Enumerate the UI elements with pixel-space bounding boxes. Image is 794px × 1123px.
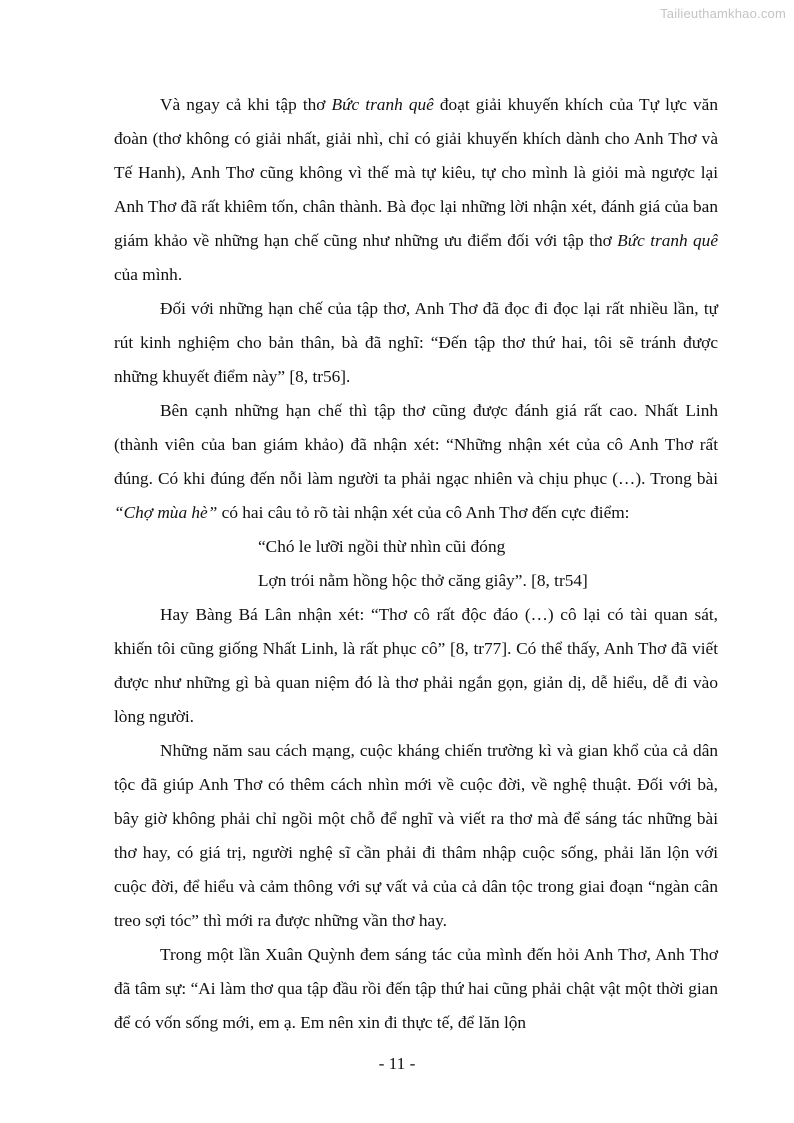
paragraph-6: Trong một lần Xuân Quỳnh đem sáng tác của mình đến hỏi Anh Thơ, Anh Thơ đã tâm sự: “Ai làm thơ qua tập đầu rồi đến tập thứ hai cũng phải chật vật một thời gian để có vốn sống mới, em ạ. Em nên xin đi thực tế, để lăn lộn: [114, 945, 718, 1032]
paragraph-3-text-a: Bên cạnh những hạn chế thì tập thơ cũng được đánh giá rất cao. Nhất Linh (thành viên của ban giám khảo) đã nhận xét: “Những nhận xét của cô Anh Thơ rất đúng. Có khi đúng đến nỗi làm người ta phải ngạc nhiên và chịu phục (…). Trong bài: [114, 401, 718, 488]
paragraph-3-text-c: có hai câu tỏ rõ tài nhận xét của cô Anh Thơ đến cực điểm:: [217, 503, 630, 522]
paragraph-1-text-a: Và ngay cả khi tập thơ: [160, 95, 332, 114]
book-title-italic: Bức tranh quê: [617, 231, 718, 250]
poem-title-italic: “Chợ mùa hè”: [114, 503, 218, 522]
page-number: - 11 -: [378, 1054, 416, 1073]
paragraph-1-text-c: đoạt giải khuyến khích của Tự lực văn đoàn (thơ không có giải nhất, giải nhì, chỉ có giải khuyến khích dành cho Anh Thơ và Tế Hanh), Anh Thơ cũng không vì thế mà tự kiêu, tự cho mình là giỏi mà ngược lại Anh Thơ đã rất khiêm tốn, chân thành. Bà đọc lại những lời nhận xét, đánh giá của ban giám khảo về những hạn chế cũng như những ưu điểm đối với tập thơ: [114, 95, 718, 250]
paragraph-1-text-e: của mình.: [114, 265, 183, 284]
paragraph-1: [114, 88, 718, 292]
book-title-italic: Bức tranh quê: [331, 95, 434, 114]
paragraph-3: [114, 394, 718, 530]
watermark: Tailieuthamkhao.com: [660, 6, 786, 21]
poem-quote: [114, 530, 718, 598]
poem-line-2: Lợn trói nằm hồng hộc thở căng giây”. [8, tr54]: [258, 571, 588, 590]
paragraph-4: Hay Bàng Bá Lân nhận xét: “Thơ cô rất độc đáo (…) cô lại có tài quan sát, khiến tôi cũng giống Nhất Linh, là rất phục cô” [8, tr77]. Có thể thấy, Anh Thơ đã viết được như những gì bà quan niệm đó là thơ phải ngắn gọn, giản dị, dễ hiểu, dễ đi vào lòng người.: [114, 605, 718, 726]
poem-line-1: “Chó le lưỡi ngồi thừ nhìn cũi đóng: [258, 537, 506, 556]
paragraph-5: Những năm sau cách mạng, cuộc kháng chiến trường kì và gian khổ của cả dân tộc đã giúp Anh Thơ có thêm cách nhìn mới về cuộc đời, về nghệ thuật. Đối với bà, bây giờ không phải chỉ ngồi một chỗ để nghĩ và viết ra thơ mà để sáng tác những bài thơ hay, có giá trị, người nghệ sĩ cần phải đi thâm nhập cuộc sống, phải lăn lộn với cuộc đời, để hiểu và cảm thông với sự vất vả của cả dân tộc trong giai đoạn “ngàn cân treo sợi tóc” thì mới ra được những vần thơ hay.: [114, 741, 718, 930]
paragraph-2: Đối với những hạn chế của tập thơ, Anh Thơ đã đọc đi đọc lại rất nhiều lần, tự rút kinh nghiệm cho bản thân, bà đã nghĩ: “Đến tập thơ thứ hai, tôi sẽ tránh được những khuyết điểm này” [8, tr56].: [114, 299, 718, 386]
document-body: [114, 88, 718, 1040]
